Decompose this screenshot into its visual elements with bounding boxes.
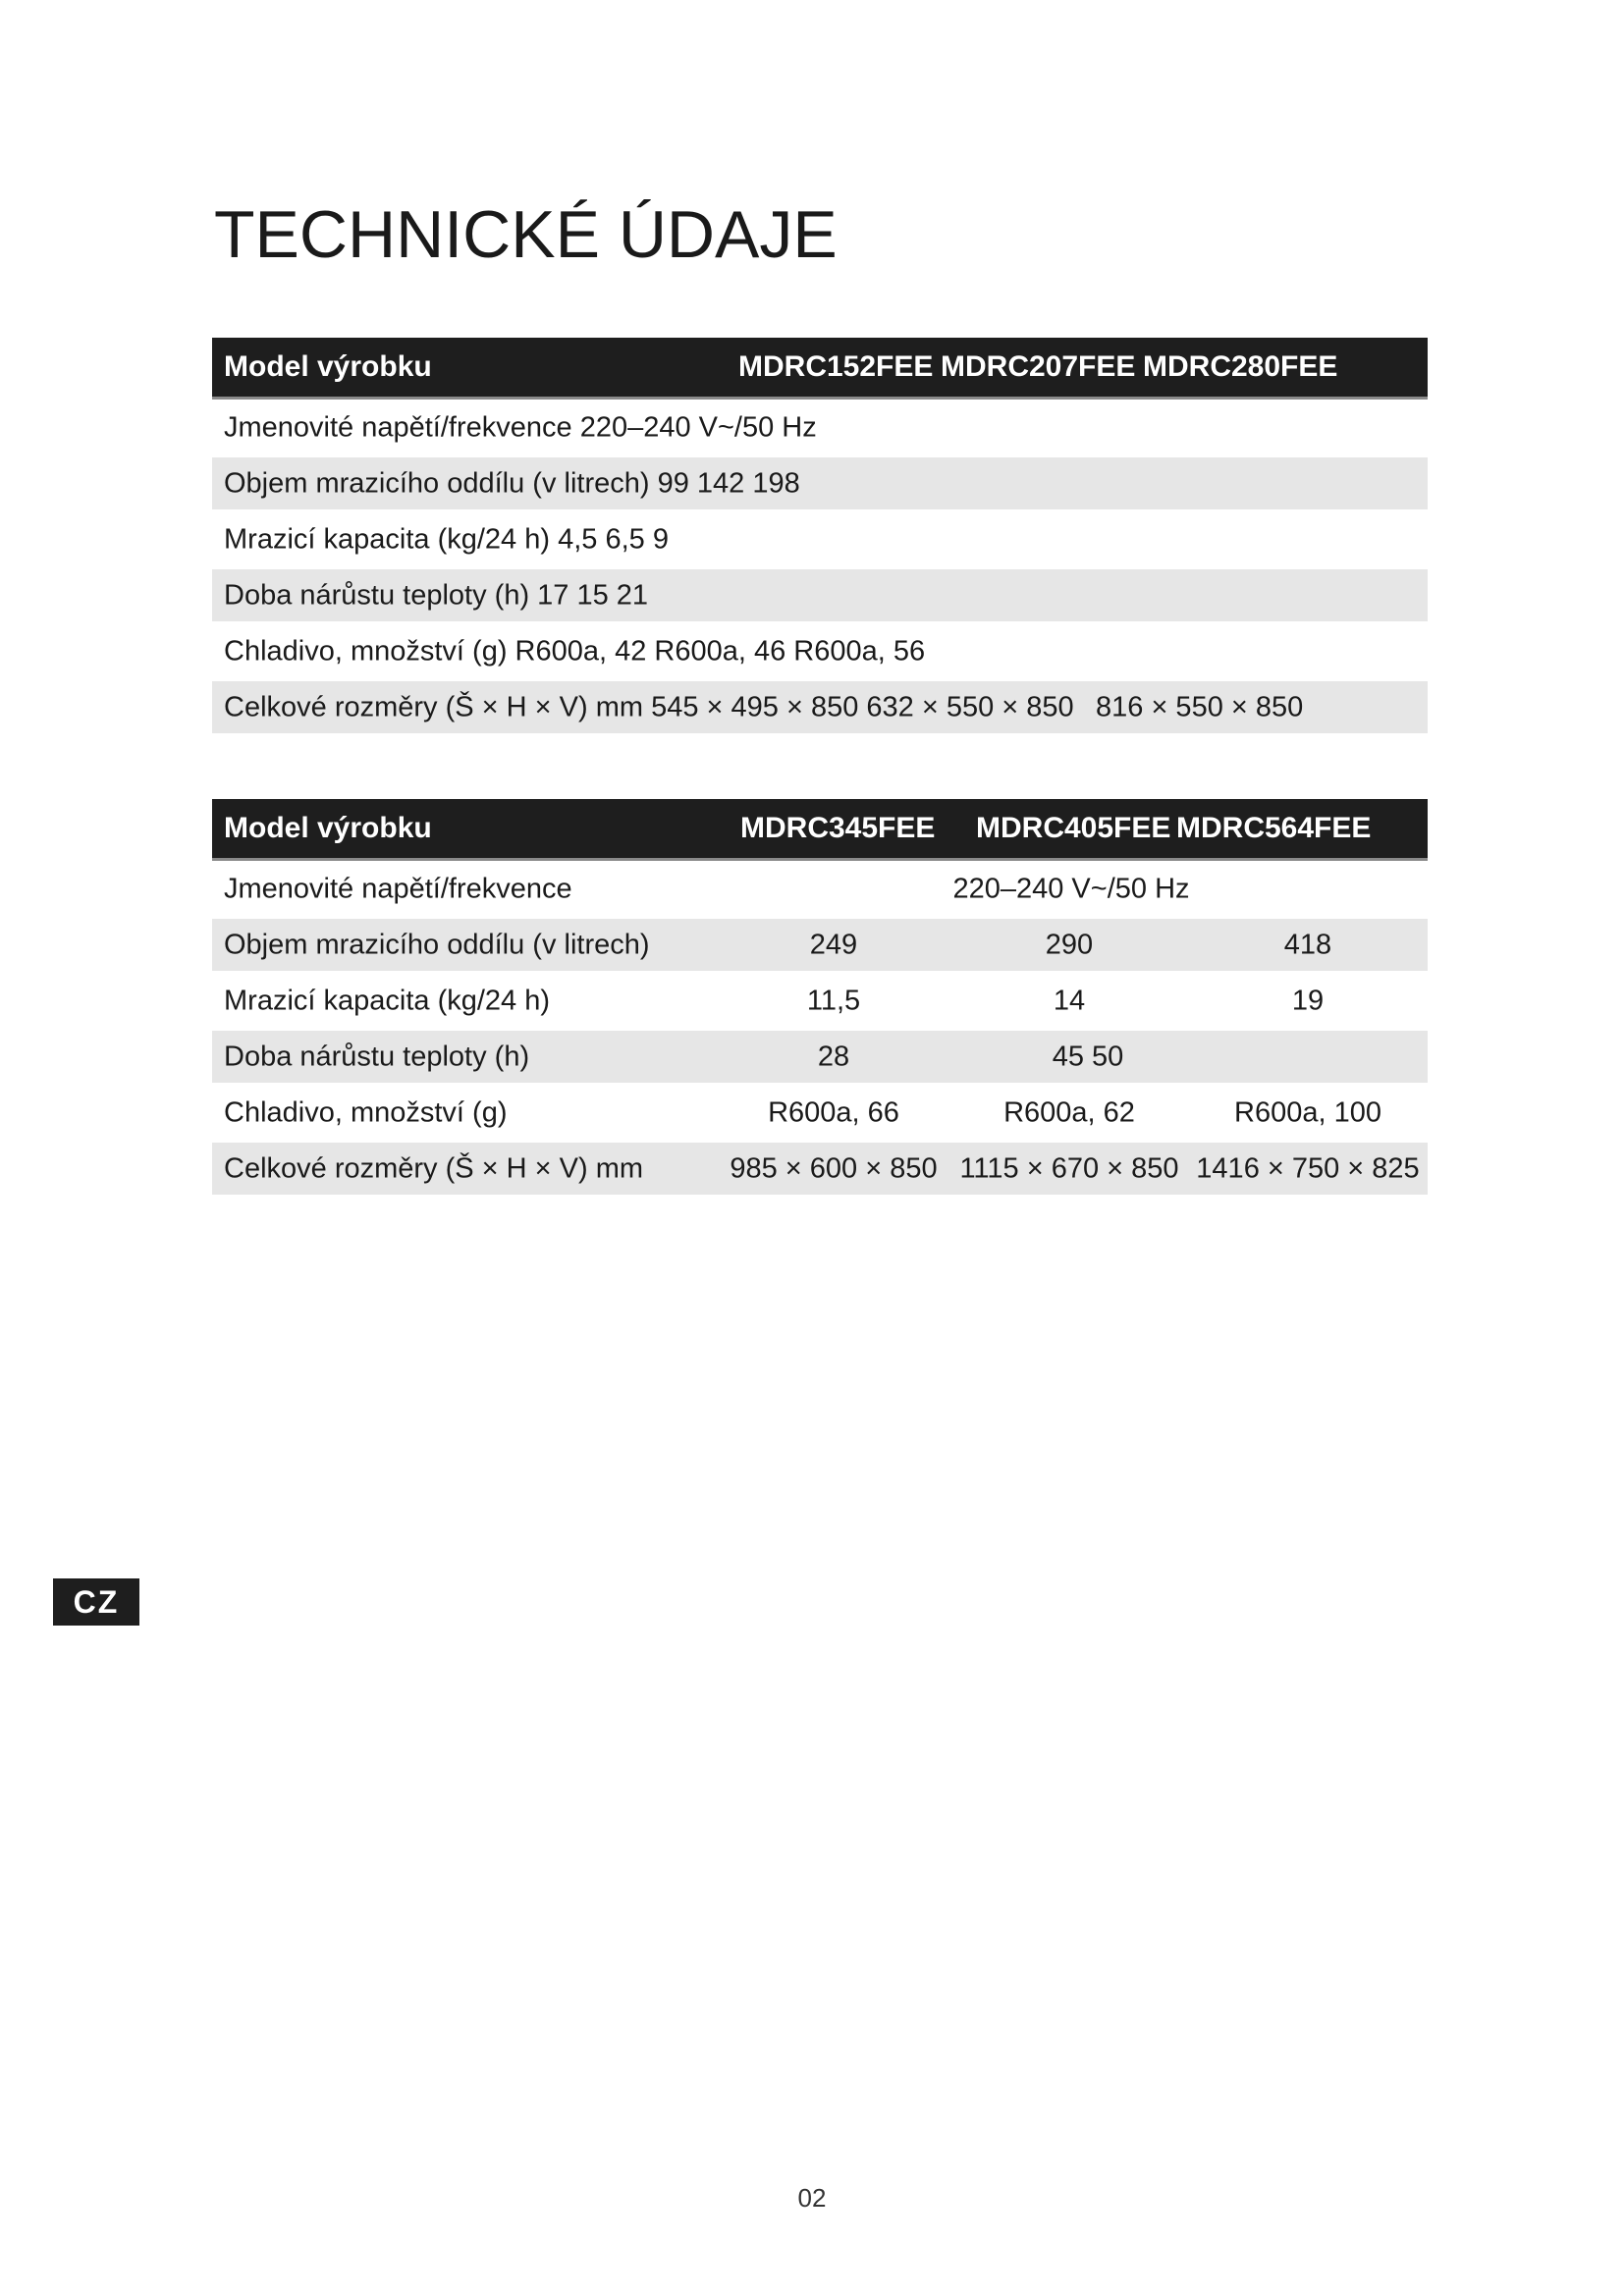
- row-label: Celkové rozměry (Š × H × V) mm: [224, 1152, 644, 1184]
- table-row: [212, 569, 1428, 621]
- table-row: [212, 861, 1428, 917]
- row-text: Jmenovité napětí/frekvence 220–240 V~/50 Hz: [224, 411, 817, 443]
- row-value-3: 19: [1291, 985, 1325, 1016]
- row-text: Chladivo, množství (g) R600a, 42 R600a, 46 R600a, 56: [224, 635, 926, 667]
- table-row: [212, 1085, 1428, 1141]
- row-value-3: 1416 × 750 × 825: [1196, 1152, 1420, 1184]
- row-extra-value: 816 × 550 × 850: [1096, 691, 1304, 722]
- row-label: Objem mrazicího oddílu (v litrech): [224, 929, 650, 960]
- header-label: Model výrobku: [224, 350, 432, 383]
- row-label: Jmenovité napětí/frekvence: [224, 873, 572, 904]
- row-text: Mrazicí kapacita (kg/24 h) 4,5 6,5 9: [224, 523, 669, 555]
- table-row: [212, 623, 1428, 679]
- table-row: [212, 919, 1428, 971]
- row-value-1: R600a, 66: [768, 1096, 899, 1128]
- header-model-3: MDRC564FEE: [1176, 812, 1372, 844]
- page-title: TECHNICKÉ ÚDAJE: [214, 197, 838, 272]
- row-label: Chladivo, množství (g): [224, 1096, 508, 1128]
- row-label: Mrazicí kapacita (kg/24 h): [224, 985, 551, 1016]
- table-row: [212, 400, 1428, 455]
- table-row: [212, 511, 1428, 567]
- table-row: [212, 1031, 1428, 1083]
- header-model-1: MDRC152FEE: [738, 350, 934, 383]
- header-model-1: MDRC345FEE: [740, 812, 936, 844]
- row-text: Celkové rozměry (Š × H × V) mm 545 × 495 × 850 632 × 550 × 850: [224, 691, 1074, 722]
- row-text: Doba nárůstu teploty (h) 17 15 21: [224, 579, 649, 611]
- row-value-1: 28: [817, 1041, 850, 1072]
- header-model-2: MDRC207FEE: [941, 350, 1136, 383]
- table-header-row: [212, 799, 1428, 858]
- row-value-1: 249: [809, 929, 858, 960]
- spec-table-2: [212, 799, 1428, 1197]
- row-span-value: 220–240 V~/50 Hz: [952, 873, 1190, 904]
- row-value-3: 418: [1283, 929, 1332, 960]
- row-value-2: 45 50: [1052, 1041, 1124, 1072]
- row-label: Doba nárůstu teploty (h): [224, 1041, 530, 1072]
- header-model-3: MDRC280FEE: [1143, 350, 1338, 383]
- row-value-2: 1115 × 670 × 850: [959, 1152, 1179, 1184]
- spec-table-1: [212, 338, 1428, 735]
- table-row: [212, 973, 1428, 1029]
- header-model-2: MDRC405FEE: [976, 812, 1171, 844]
- table-row: [212, 1143, 1428, 1195]
- table-header-row: [212, 338, 1428, 397]
- page-number: 02: [797, 2183, 827, 2213]
- row-value-2: 290: [1045, 929, 1094, 960]
- row-value-3: R600a, 100: [1234, 1096, 1381, 1128]
- table-row: [212, 457, 1428, 509]
- table-row: [212, 681, 1428, 733]
- header-label: Model výrobku: [224, 812, 432, 844]
- row-value-2: R600a, 62: [1003, 1096, 1135, 1128]
- language-tab: CZ: [53, 1578, 139, 1626]
- row-value-2: 14: [1053, 985, 1086, 1016]
- row-value-1: 11,5: [806, 985, 861, 1016]
- row-value-1: 985 × 600 × 850: [730, 1152, 938, 1184]
- row-text: Objem mrazicího oddílu (v litrech) 99 142 198: [224, 467, 800, 499]
